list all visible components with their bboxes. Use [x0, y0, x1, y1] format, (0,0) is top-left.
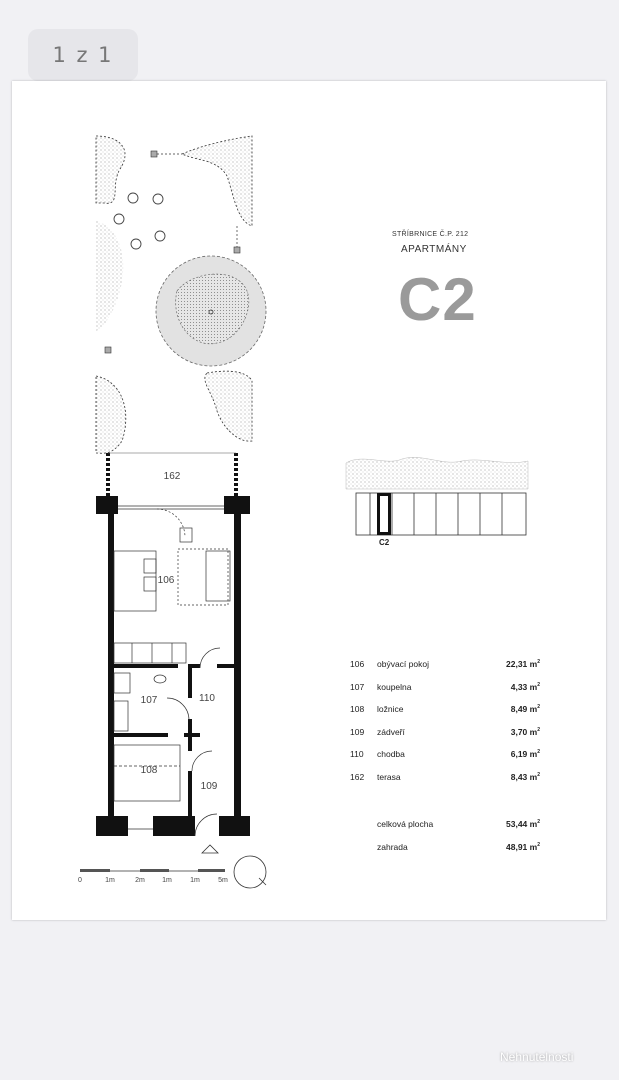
room-row: [350, 727, 540, 750]
total-name: zahrada: [377, 841, 408, 852]
unit-code-title: C2: [398, 266, 477, 333]
room-label-107: 107: [140, 695, 158, 706]
room-name: chodba: [377, 749, 405, 760]
room-label-108: 108: [140, 765, 158, 776]
scale-bar: [80, 869, 225, 872]
room-number: 106: [350, 659, 365, 669]
total-row: [350, 819, 540, 842]
area-totals: [350, 819, 540, 864]
scale-label: 1m: [162, 877, 172, 884]
room-name: ložnice: [377, 704, 404, 715]
room-schedule: [350, 659, 540, 795]
room-number: 108: [350, 704, 365, 715]
room-area: 22,31 $m^2$: [506, 659, 540, 669]
garden: [96, 136, 266, 496]
room-row: [350, 704, 540, 727]
site-plan-label: C2: [379, 538, 390, 547]
room-row: [350, 659, 540, 682]
room-area: 8,43 $m^2$: [510, 771, 540, 782]
room-label-162: 162: [163, 471, 181, 482]
room-name: terasa: [377, 771, 401, 782]
room-number: 109: [350, 726, 365, 737]
total-area: 53,44 $m^2$: [506, 819, 540, 829]
site-plan: [346, 457, 528, 535]
room-name: zádveří: [377, 726, 405, 737]
walls: [96, 496, 250, 836]
room-row: [350, 749, 540, 772]
room-number: 107: [350, 681, 365, 692]
room-label-106: 106: [157, 575, 175, 586]
scale-label: 0: [78, 877, 82, 884]
scale-label: 5m: [218, 877, 228, 884]
room-label-109: 109: [200, 781, 218, 792]
document-page: [12, 81, 606, 920]
north-arrow: [202, 845, 266, 888]
room-area: 8,49 $m^2$: [510, 704, 540, 715]
room-name: koupelna: [377, 681, 412, 692]
room-label-110: 110: [199, 693, 215, 704]
room-number: 110: [350, 749, 364, 760]
address-label: STŘÍBRNICE Č.P. 212: [392, 231, 469, 238]
room-name: obývací pokoj: [377, 659, 429, 669]
scale-label: 1m: [105, 877, 115, 884]
room-area: 6,19 $m^2$: [510, 749, 540, 760]
room-row: [350, 682, 540, 705]
room-area: 3,70 $m^2$: [510, 726, 540, 737]
page-counter: 1 z 1: [28, 29, 138, 81]
room-area: 4,33 $m^2$: [510, 681, 540, 692]
scale-label: 1m: [190, 877, 200, 884]
category-label: APARTMÁNY: [401, 244, 467, 255]
total-row: [350, 842, 540, 865]
total-area: 48,91 $m^2$: [506, 841, 540, 852]
room-number: 162: [350, 771, 365, 782]
total-name: celková plocha: [377, 819, 434, 829]
room-row: [350, 772, 540, 795]
scale-label: 2m: [135, 877, 145, 884]
watermark: Nehnutelnosti: [500, 1050, 574, 1064]
